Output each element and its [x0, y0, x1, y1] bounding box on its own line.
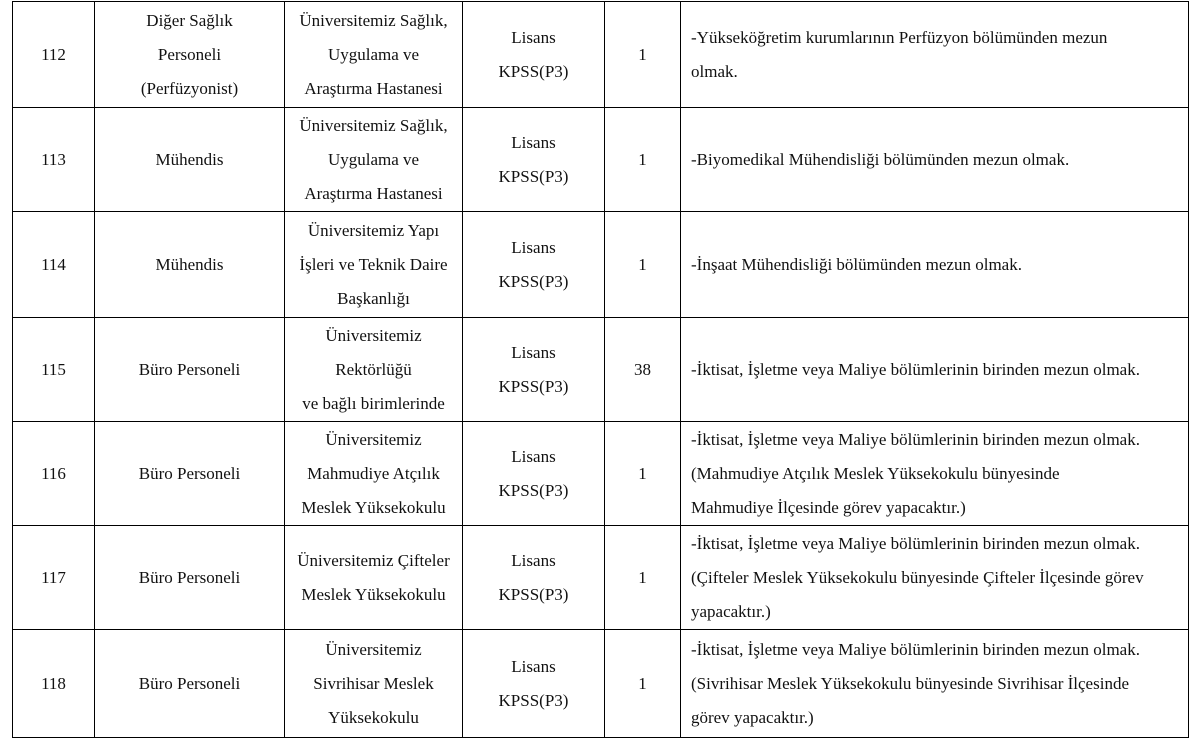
position-count: 1: [605, 108, 681, 212]
position-title-line: Büro Personeli: [138, 567, 241, 587]
position-requirement: [681, 2, 1189, 108]
requirement-line: -İnşaat Mühendisliği bölümünden mezun olmak.: [691, 254, 1022, 274]
position-title-line: Personeli: [157, 44, 222, 64]
position-unit-line: Üniversitemiz Çifteler: [297, 550, 450, 570]
position-unit-line: ve bağlı birimlerinde: [302, 393, 445, 413]
position-unit: [285, 630, 463, 738]
position-count: 1: [605, 422, 681, 526]
position-title-line: Mühendis: [155, 254, 224, 274]
requirement-line: -İktisat, İşletme veya Maliye bölümlerinin birinden mezun olmak.: [691, 429, 1140, 449]
position-unit-line: Araştırma Hastanesi: [304, 78, 443, 98]
position-requirement: [681, 526, 1189, 630]
table-row: [13, 318, 1189, 422]
position-requirement: [681, 422, 1189, 526]
position-unit-line: Üniversitemiz Yapı: [307, 220, 440, 240]
position-number: 117: [13, 526, 95, 630]
requirement-line: görev yapacaktır.): [691, 707, 814, 727]
position-count: 1: [605, 630, 681, 738]
position-title-line: Mühendis: [155, 149, 224, 169]
education-level-line: KPSS(P3): [498, 480, 569, 500]
education-level-line: Lisans: [511, 446, 556, 466]
requirement-line: -İktisat, İşletme veya Maliye bölümlerinin birinden mezun olmak.: [691, 639, 1140, 659]
position-count: 38: [605, 318, 681, 422]
position-number: 112: [13, 2, 95, 108]
table-row: [13, 422, 1189, 526]
education-level: [463, 630, 605, 738]
position-number: 115: [13, 318, 95, 422]
education-level-line: Lisans: [511, 132, 556, 152]
position-unit-line: Üniversitemiz: [325, 325, 422, 345]
table-row: [13, 2, 1189, 108]
requirement-line: -İktisat, İşletme veya Maliye bölümlerinin birinden mezun olmak.: [691, 533, 1140, 553]
position-requirement: [681, 108, 1189, 212]
position-unit-line: Üniversitemiz: [325, 639, 422, 659]
position-title-line: Büro Personeli: [138, 359, 241, 379]
position-unit: [285, 318, 463, 422]
position-title-line: (Perfüzyonist): [140, 78, 239, 98]
positions-table: [12, 1, 1189, 738]
education-level-line: KPSS(P3): [498, 166, 569, 186]
position-title-line: Büro Personeli: [138, 673, 241, 693]
position-title: [95, 2, 285, 108]
education-level-line: Lisans: [511, 550, 556, 570]
position-unit-line: Sivrihisar Meslek: [313, 673, 434, 693]
table-row: [13, 212, 1189, 318]
education-level-line: Lisans: [511, 237, 556, 257]
position-number: 118: [13, 630, 95, 738]
requirement-line: yapacaktır.): [691, 601, 771, 621]
position-unit-line: Yüksekokulu: [328, 707, 419, 727]
table-row: [13, 630, 1189, 738]
position-title: [95, 212, 285, 318]
position-unit-line: Üniversitemiz Sağlık,: [299, 10, 448, 30]
position-unit-line: İşleri ve Teknik Daire: [299, 254, 448, 274]
position-count: 1: [605, 212, 681, 318]
requirement-line: Mahmudiye İlçesinde görev yapacaktır.): [691, 497, 966, 517]
education-level-line: KPSS(P3): [498, 584, 569, 604]
education-level-line: KPSS(P3): [498, 690, 569, 710]
education-level: [463, 2, 605, 108]
requirement-line: (Çifteler Meslek Yüksekokulu bünyesinde Çifteler İlçesinde görev: [691, 567, 1144, 587]
position-title: [95, 526, 285, 630]
position-title: [95, 630, 285, 738]
requirement-line: olmak.: [691, 61, 738, 81]
position-title: [95, 318, 285, 422]
requirement-line: -Yükseköğretim kurumlarının Perfüzyon bölümünden mezun: [691, 27, 1108, 47]
position-number: 113: [13, 108, 95, 212]
position-number: 114: [13, 212, 95, 318]
position-title-line: Diğer Sağlık: [146, 10, 233, 30]
position-unit-line: Meslek Yüksekokulu: [301, 584, 446, 604]
education-level-line: KPSS(P3): [498, 61, 569, 81]
position-requirement: [681, 318, 1189, 422]
requirement-line: -İktisat, İşletme veya Maliye bölümlerinin birinden mezun olmak.: [691, 359, 1140, 379]
position-unit-line: Uygulama ve: [327, 149, 420, 169]
position-title-line: Büro Personeli: [138, 463, 241, 483]
positions-table-body: [13, 2, 1189, 738]
education-level-line: KPSS(P3): [498, 376, 569, 396]
requirement-line: -Biyomedikal Mühendisliği bölümünden mezun olmak.: [691, 149, 1070, 169]
position-unit-line: Rektörlüğü: [335, 359, 412, 379]
education-level: [463, 422, 605, 526]
position-title: [95, 108, 285, 212]
position-unit: [285, 2, 463, 108]
position-requirement: [681, 630, 1189, 738]
position-unit-line: Üniversitemiz Sağlık,: [299, 115, 448, 135]
education-level: [463, 526, 605, 630]
position-unit-line: Üniversitemiz: [325, 429, 422, 449]
education-level-line: Lisans: [511, 27, 556, 47]
position-unit-line: Başkanlığı: [337, 288, 410, 308]
position-unit-line: Araştırma Hastanesi: [304, 183, 443, 203]
position-unit-line: Uygulama ve: [327, 44, 420, 64]
position-unit: [285, 212, 463, 318]
education-level-line: Lisans: [511, 656, 556, 676]
education-level: [463, 318, 605, 422]
position-unit-line: Mahmudiye Atçılık: [307, 463, 440, 483]
education-level: [463, 212, 605, 318]
table-row: [13, 526, 1189, 630]
education-level-line: KPSS(P3): [498, 271, 569, 291]
position-unit-line: Meslek Yüksekokulu: [301, 497, 446, 517]
position-title: [95, 422, 285, 526]
requirement-line: (Mahmudiye Atçılık Meslek Yüksekokulu bünyesinde: [691, 463, 1060, 483]
position-requirement: [681, 212, 1189, 318]
position-unit: [285, 108, 463, 212]
position-number: 116: [13, 422, 95, 526]
position-unit: [285, 526, 463, 630]
education-level: [463, 108, 605, 212]
table-row: [13, 108, 1189, 212]
education-level-line: Lisans: [511, 342, 556, 362]
position-count: 1: [605, 526, 681, 630]
requirement-line: (Sivrihisar Meslek Yüksekokulu bünyesinde Sivrihisar İlçesinde: [691, 673, 1129, 693]
position-count: 1: [605, 2, 681, 108]
position-unit: [285, 422, 463, 526]
